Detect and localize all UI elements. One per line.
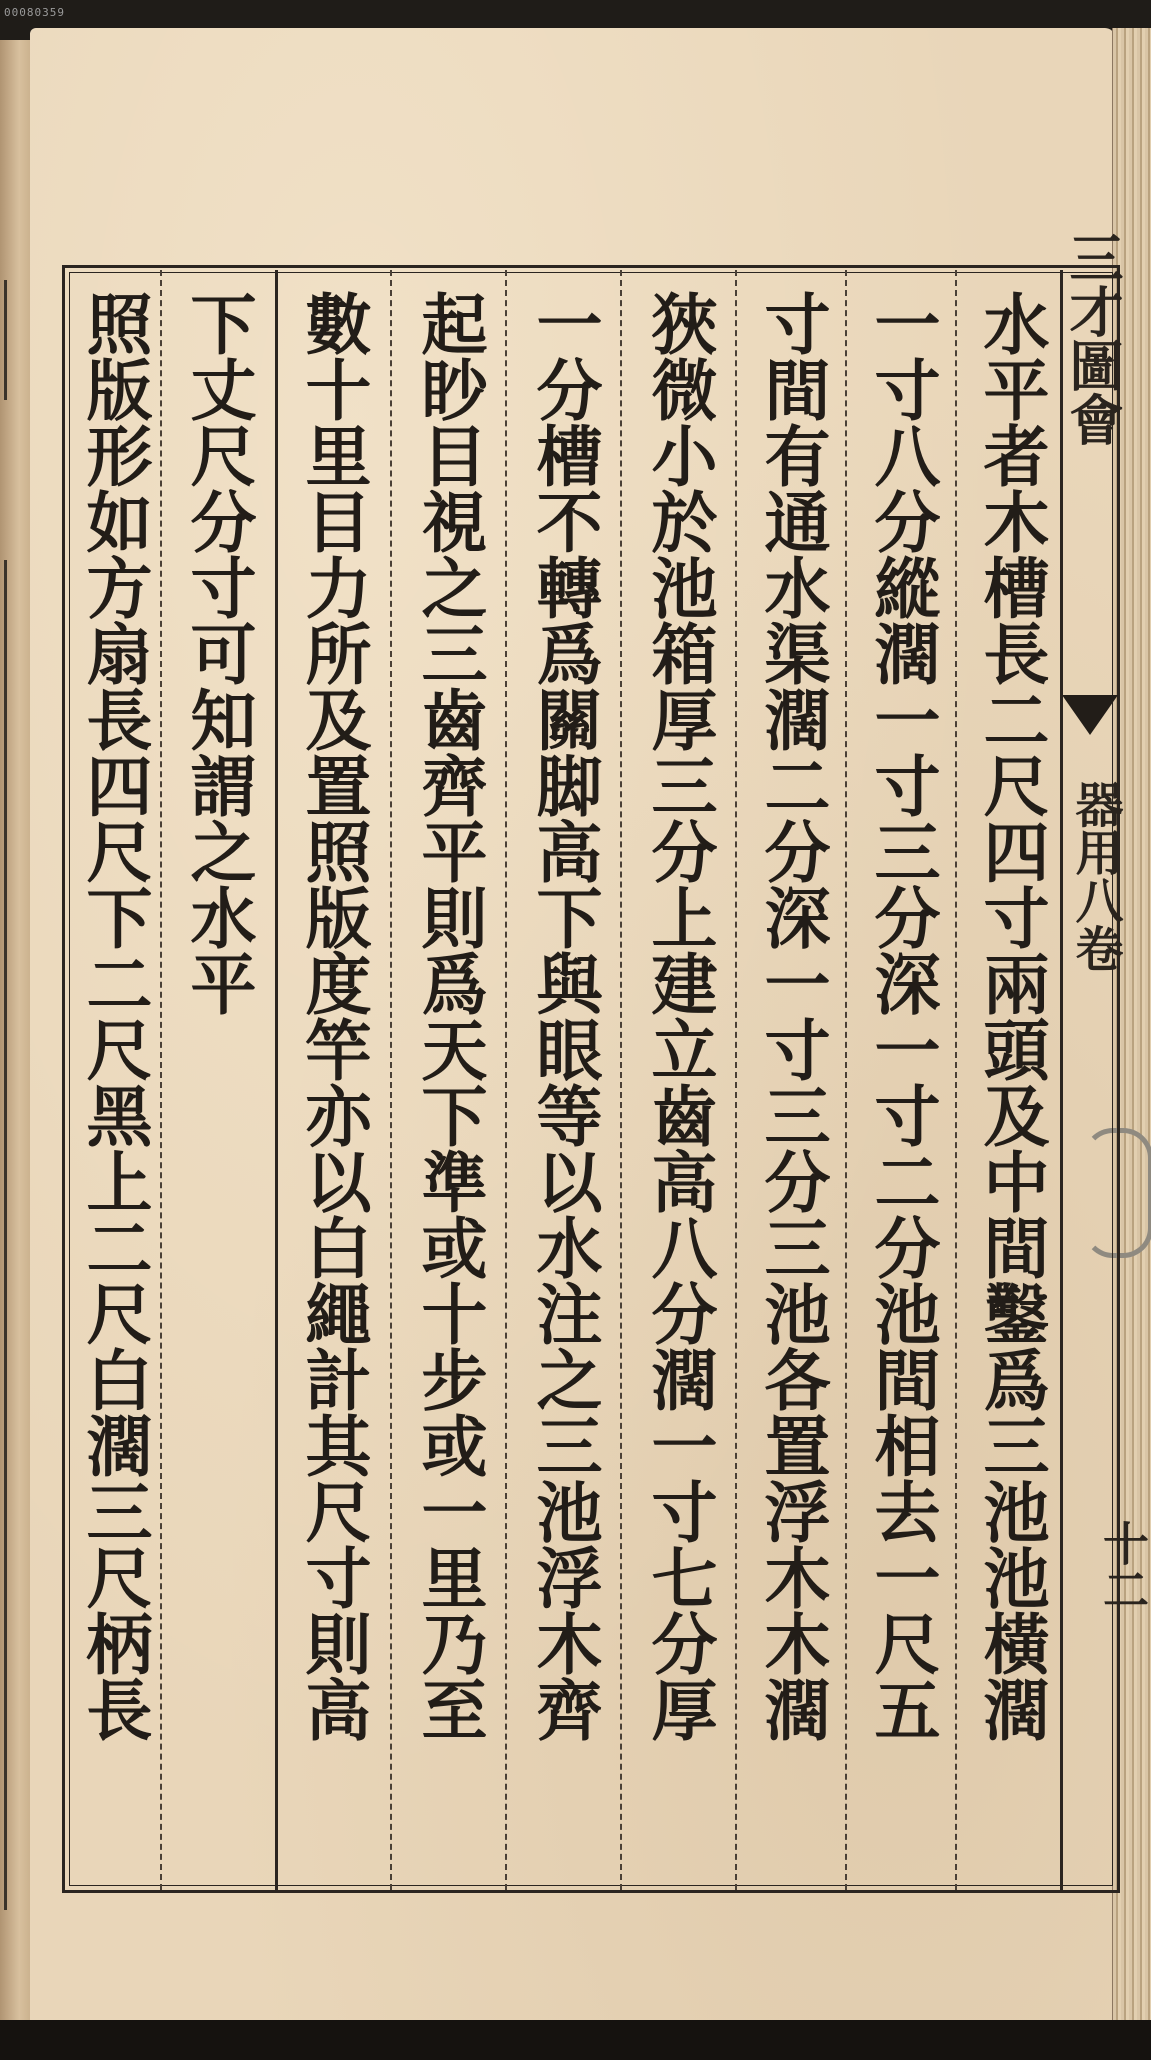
bottom-shadow: [0, 2020, 1151, 2060]
column-text: 下丈尺分寸可知謂之水平: [179, 290, 257, 1016]
column-divider: [275, 270, 278, 1890]
column-text: 照版形如方扇長四尺下二尺黑上二尺白濶三尺柄長: [75, 290, 153, 1742]
column-divider: [955, 270, 957, 1890]
column-divider: [735, 270, 737, 1890]
column-text: 數十里目力所及置照版度竿亦以白繩計其尺寸則高: [294, 290, 372, 1742]
column-divider: [620, 270, 622, 1890]
text-column-1: [972, 290, 1050, 1885]
text-column-3: [753, 290, 831, 1885]
column-divider: [390, 270, 392, 1890]
column-divider: [505, 270, 507, 1890]
text-column-7: [294, 290, 372, 1885]
previous-page-edge: [0, 40, 34, 2025]
scan-id-label: 00080359: [4, 6, 65, 19]
column-text: 寸間有通水渠濶二分深一寸三分三池各置浮木木濶: [753, 290, 831, 1742]
text-column-2: [863, 290, 941, 1885]
column-divider: [845, 270, 847, 1890]
text-column-4: [640, 290, 718, 1885]
column-text: 一寸八分縱濶一寸三分深一寸二分池間相去一尺五: [863, 290, 941, 1742]
section-label: 器用八卷: [1067, 780, 1123, 972]
text-column-8: [179, 290, 257, 1885]
column-text: 起眇目視之三齒齊平則爲天下準或十步或一里乃至: [410, 290, 488, 1742]
text-column-5: [525, 290, 603, 1885]
column-text: 水平者木槽長二尺四寸兩頭及中間鑿爲三池池橫濶: [972, 290, 1050, 1742]
page-number: 十二: [1096, 1520, 1150, 1612]
column-divider: [1060, 270, 1063, 1890]
text-column-9: [75, 290, 153, 1885]
column-text: 一分槽不轉爲關脚高下與眼等以水注之三池浮木齊: [525, 290, 603, 1742]
column-divider: [160, 270, 162, 1890]
book-title: 三才圖會: [1061, 230, 1125, 446]
column-text: 狹微小於池箱厚三分上建立齒高八分濶一寸七分厚: [640, 290, 718, 1742]
fish-tail-mark: [1062, 695, 1118, 735]
text-column-6: [410, 290, 488, 1885]
